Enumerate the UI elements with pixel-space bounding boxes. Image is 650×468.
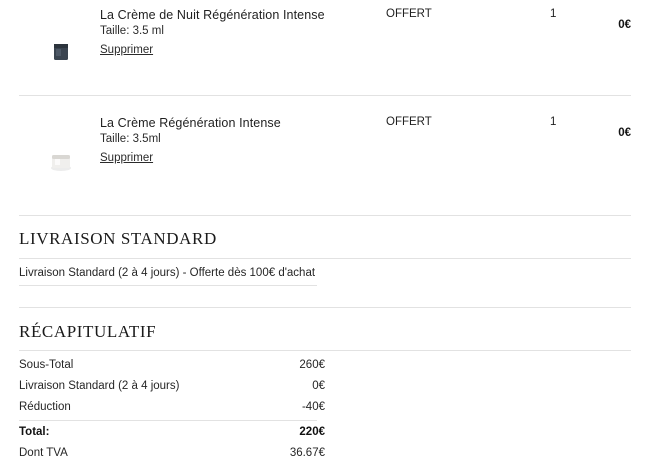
product-size: Taille: 3.5ml <box>100 133 161 145</box>
row-divider <box>19 95 631 96</box>
summary-vat-value: 36.67€ <box>289 447 325 459</box>
summary-total-value: 220€ <box>299 426 325 438</box>
cart-item-row <box>0 0 650 104</box>
product-status: OFFERT <box>386 116 432 128</box>
total-divider <box>19 420 317 421</box>
summary-line-value: 0€ <box>312 380 325 392</box>
product-quantity: 1 <box>550 8 557 20</box>
cart-item-row <box>0 108 650 212</box>
remove-item-link[interactable]: Supprimer <box>100 152 154 164</box>
shipping-top-divider <box>19 258 631 259</box>
shipping-option[interactable]: Livraison Standard (2 à 4 jours) - Offerte dès 100€ d'achat <box>19 267 316 279</box>
shipping-bottom-divider <box>19 285 317 286</box>
product-name: La Crème Régénération Intense <box>100 116 281 130</box>
product-name: La Crème de Nuit Régénération Intense <box>100 8 325 22</box>
shipping-section-title: LIVRAISON STANDARD <box>19 229 217 248</box>
summary-header-divider <box>19 350 631 351</box>
summary-top-divider <box>19 307 631 308</box>
summary-line-label: Réduction <box>19 401 71 413</box>
summary-total-label: Total: <box>19 426 50 438</box>
summary-vat <box>0 447 650 468</box>
section-divider <box>19 215 631 216</box>
summary-line-label: Livraison Standard (2 à 4 jours) <box>19 380 180 392</box>
product-price: 0€ <box>618 19 631 31</box>
summary-line <box>0 401 650 422</box>
remove-item-link[interactable]: Supprimer <box>100 44 154 56</box>
summary-line-value: -40€ <box>301 401 325 413</box>
summary-line-label: Sous-Total <box>19 359 74 371</box>
product-jar-light-icon <box>46 146 76 174</box>
summary-line-value: 260€ <box>299 359 325 371</box>
product-size: Taille: 3.5 ml <box>100 25 164 37</box>
product-jar-dark-icon <box>46 38 76 66</box>
summary-vat-label: Dont TVA <box>19 447 68 459</box>
summary-line <box>0 359 650 380</box>
product-quantity: 1 <box>550 116 557 128</box>
summary-line <box>0 380 650 401</box>
product-status: OFFERT <box>386 8 432 20</box>
product-price: 0€ <box>618 127 631 139</box>
summary-section-title: RÉCAPITULATIF <box>19 322 157 341</box>
summary-total <box>0 426 650 447</box>
